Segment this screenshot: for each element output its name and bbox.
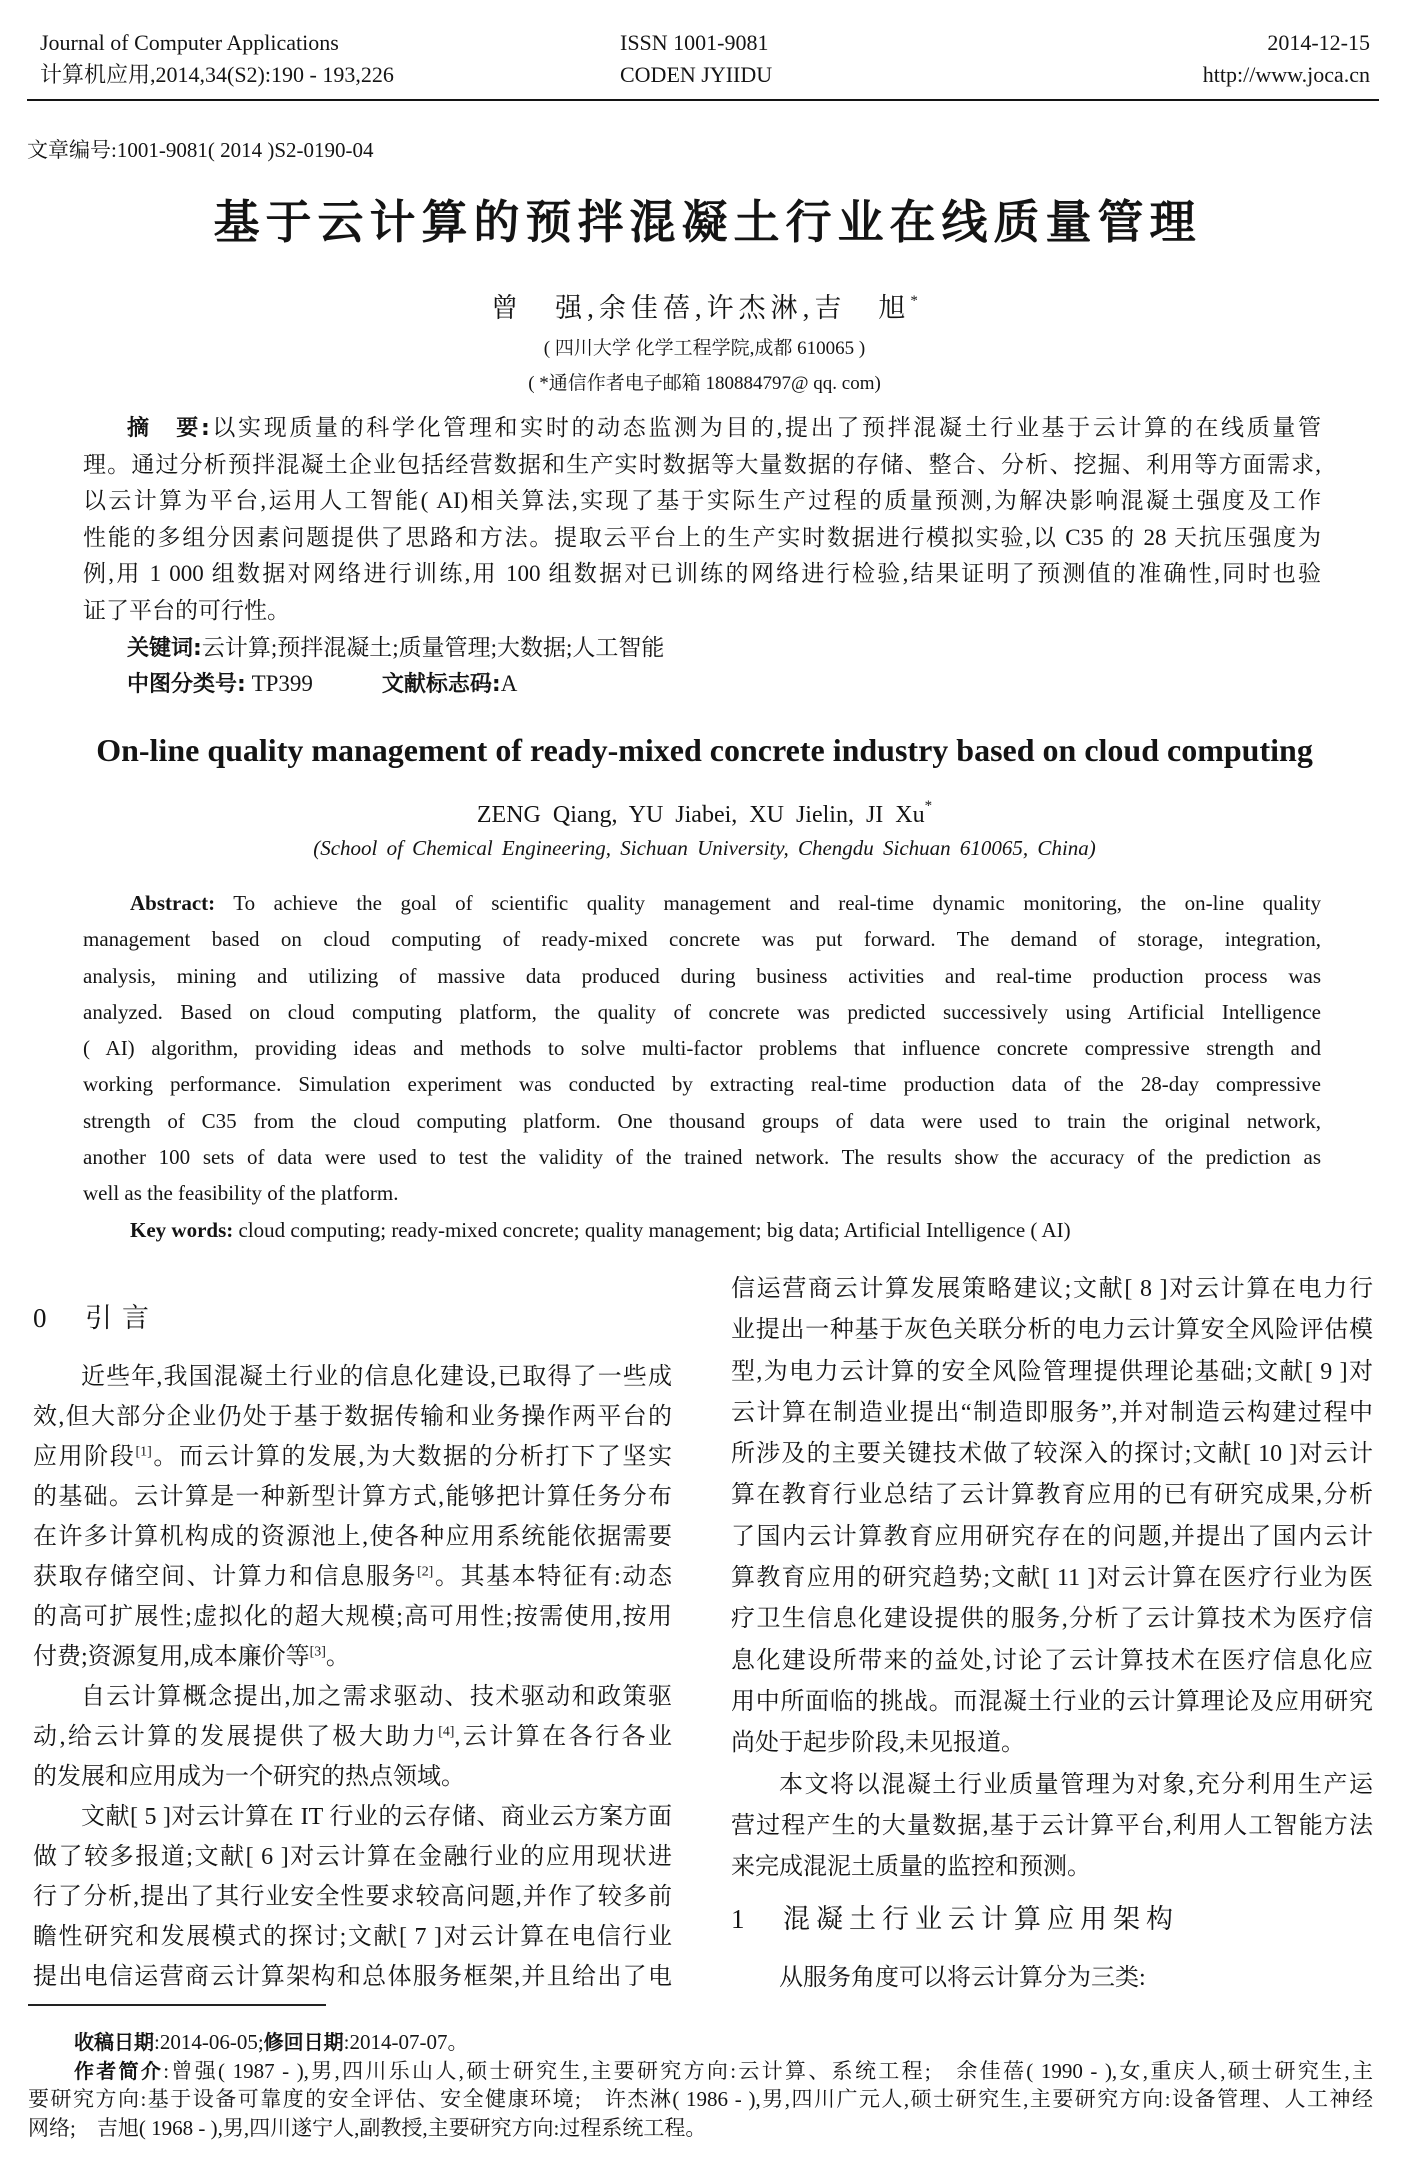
text-line xyxy=(731,1641,1373,1682)
text-line xyxy=(731,1765,1373,1806)
header-rule xyxy=(27,99,1379,101)
text-line xyxy=(33,1917,672,1957)
text-run: analyzed. Based on cloud computing platform, the quality of concrete was predicted successively using Artificial Intelligence xyxy=(83,999,1321,1024)
authors-cn xyxy=(0,290,1409,326)
footnote xyxy=(28,2028,1373,2142)
text-line xyxy=(731,1475,1373,1516)
text-run: 做了较多报道;文献[ 6 ]对云计算在金融行业的应用现状进 xyxy=(33,1844,672,1870)
text-run: 效,但大部分企业仍处于基于数据传输和业务操作两平台的 xyxy=(33,1404,672,1430)
corresponding-email-cn: ( *通信作者电子邮箱 180884797@ qq. com) xyxy=(528,373,881,394)
text-line xyxy=(731,1352,1373,1393)
paragraph xyxy=(33,1677,672,1797)
paragraph xyxy=(33,1797,672,1997)
keywords-cn xyxy=(83,630,1321,667)
text-line xyxy=(28,2114,1373,2143)
running-header-row-2 xyxy=(40,59,1370,91)
text-run: 瞻性研究和发展模式的探讨;文献[ 7 ]对云计算在电信行业 xyxy=(33,1924,672,1950)
text-line xyxy=(83,1212,1321,1248)
paragraph xyxy=(731,1269,1373,1765)
text-run: :2014-06-05; xyxy=(154,2030,264,2054)
text-run: working performance. Simulation experiment was conducted by extracting real-time production data of the 28-day compressive xyxy=(83,1072,1321,1097)
text-line xyxy=(33,1797,672,1837)
text-run: 近些年,我国混凝土行业的信息化建设,已取得了一些成 xyxy=(81,1364,672,1390)
paragraph xyxy=(731,1958,1373,1999)
text-line xyxy=(731,1393,1373,1434)
label: 摘 要: xyxy=(127,416,210,441)
text-line xyxy=(33,1517,672,1557)
text-line xyxy=(33,1477,672,1517)
paper-title-cn: 基于云计算的预拌混凝土行业在线质量管理 xyxy=(213,195,1202,249)
paragraph xyxy=(33,1357,672,1677)
citation-ref: [1] xyxy=(135,1444,152,1460)
label: 收稿日期 xyxy=(74,2030,154,2054)
text-run: strength of C35 from the cloud computing platform. One thousand groups of data were used to train the original network, xyxy=(83,1108,1321,1133)
text-run: 提出电信运营商云计算架构和总体服务框架,并且给出了电 xyxy=(33,1964,672,1990)
text-line xyxy=(83,410,1321,447)
text-run: 性能的多组分因素问题提供了思路和方法。提取云平台上的生产实时数据进行模拟实验,以 C35 的 28 天抗压强度为 xyxy=(83,524,1321,550)
text-run: 以实现质量的科学化管理和实时的动态监测为目的,提出了预拌混凝土行业基于云计算的在线质量管 xyxy=(209,415,1321,440)
corresponding-author-mark-en: * xyxy=(924,798,933,814)
text-run: :2014-07-07。 xyxy=(343,2030,469,2054)
text-line xyxy=(731,1310,1373,1351)
label: 中图分类号: xyxy=(127,672,246,698)
text-line xyxy=(33,1397,672,1437)
abstract-cn xyxy=(83,410,1321,703)
footnote-rule xyxy=(28,2004,326,2006)
text-run: 的高可扩展性;虚拟化的超大规模;高可用性;按需使用,按用 xyxy=(33,1604,672,1630)
text-line xyxy=(28,2057,1373,2086)
author-names-cn: 曾 强,余佳蓓,许杰淋,吉 旭 xyxy=(491,293,911,323)
text-line xyxy=(83,1066,1321,1102)
author-names-en: ZENG Qiang, YU Jiabei, XU Jielin, JI Xu xyxy=(476,802,925,828)
text-line xyxy=(731,1682,1373,1723)
text-run: 从服务角度可以将云计算分为三类: xyxy=(779,1965,1146,1992)
text-run: 疗卫生信息化建设提供的服务,分析了云计算技术为医疗信 xyxy=(731,1606,1373,1633)
text-line xyxy=(731,1517,1373,1558)
text-run: 本文将以混凝土行业质量管理为对象,充分利用生产运 xyxy=(779,1771,1373,1798)
text-run: 型,为电力云计算的安全风险管理提供理论基础;文献[ 9 ]对 xyxy=(731,1358,1373,1385)
text-run: 以云计算为平台,运用人工智能( AI)相关算法,实现了基于实际生产过程的质量预测,为解决影响混凝土强度及工作 xyxy=(83,488,1321,514)
text-line xyxy=(33,1597,672,1637)
journal-citation-cn: 计算机应用,2014,34(S2):190 - 193,226 xyxy=(40,62,394,87)
text-run: 息化建设所带来的益处,讨论了云计算技术在医疗信息化应 xyxy=(731,1647,1373,1674)
text-line xyxy=(83,593,1321,630)
text-run: 付费;资源复用,成本廉价等 xyxy=(33,1644,310,1670)
text-run: ( AI) algorithm, providing ideas and methods to solve multi-factor problems that influence concrete compressive strength and xyxy=(83,1036,1321,1061)
text-run: cloud computing; ready-mixed concrete; quality management; big data; Artificial Intelligence ( AI) xyxy=(233,1217,1071,1242)
text-line xyxy=(28,2028,1373,2057)
text-run: 文献[ 5 ]对云计算在 IT 行业的云存储、商业云方案方面 xyxy=(81,1804,672,1830)
text-run: 尚处于起步阶段,未见报道。 xyxy=(731,1730,1025,1757)
text-run: well as the feasibility of the platform. xyxy=(83,1181,399,1206)
text-run: 应用阶段 xyxy=(33,1444,136,1470)
text-run: ,云计算在各行各业 xyxy=(454,1724,672,1750)
label: 文献标志码: xyxy=(381,672,501,698)
text-run: 算教育应用的研究趋势;文献[ 11 ]对云计算在医疗行业为医 xyxy=(731,1565,1373,1592)
text-line xyxy=(83,885,1321,921)
coden: CODEN JYIIDU xyxy=(620,62,773,87)
label: 作者简介 xyxy=(74,2058,164,2083)
article-number: 文章编号:1001-9081( 2014 )S2-0190-04 xyxy=(27,138,374,162)
text-run: analysis, mining and utilizing of massive data produced during business activities and real-time production process was xyxy=(83,963,1321,988)
corresponding-author-mark: * xyxy=(910,293,918,309)
text-line xyxy=(731,1958,1373,1999)
author-bios xyxy=(28,2057,1373,2143)
text-line xyxy=(83,1103,1321,1139)
text-line xyxy=(83,994,1321,1030)
text-run: 自云计算概念提出,加之需求驱动、技术驱动和政策驱 xyxy=(81,1684,672,1710)
text-run: 动,给云计算的发展提供了极大助力 xyxy=(33,1724,439,1750)
text-run: 营过程产生的大量数据,基于云计算平台,利用人工智能方法 xyxy=(731,1812,1373,1839)
text-run: 的发展和应用成为一个研究的热点领域。 xyxy=(33,1764,465,1790)
text-line xyxy=(33,1557,672,1597)
text-line xyxy=(83,630,1321,667)
authors-en xyxy=(0,798,1409,832)
text-line xyxy=(83,447,1321,484)
text-run: 网络; 吉旭( 1968 - ),男,四川遂宁人,副教授,主要研究方向:过程系统工程。 xyxy=(28,2115,707,2140)
text-run: 要研究方向:基于设备可靠度的安全评估、安全健康环境; 许杰淋( 1986 - ),男,四川广元人,硕士研究生,主要研究方向:设备管理、人工神经 xyxy=(28,2087,1373,2111)
text-run: another 100 sets of data were used to test the validity of the trained network. The results show the accuracy of the prediction as xyxy=(83,1145,1321,1170)
citation-ref: [3] xyxy=(309,1644,326,1660)
text-line xyxy=(731,1558,1373,1599)
text-line xyxy=(83,1175,1321,1211)
text-line xyxy=(83,1139,1321,1175)
label: 关键词: xyxy=(127,635,202,661)
text-run: TP399 xyxy=(245,671,382,697)
text-run: 。其基本特征有:动态 xyxy=(433,1564,672,1590)
affiliation-en: (School of Chemical Engineering, Sichuan University, Chengdu Sichuan 610065, China) xyxy=(313,836,1096,860)
text-line xyxy=(83,666,1321,703)
text-run: 理。通过分析预拌混凝土企业包括经营数据和生产实时数据等大量数据的存储、整合、分析、挖掘、利用等方面需求, xyxy=(83,451,1321,477)
text-line xyxy=(83,520,1321,557)
text-run: 信运营商云计算发展策略建议;文献[ 8 ]对云计算在电力行 xyxy=(731,1276,1373,1302)
citation-ref: [4] xyxy=(438,1724,455,1740)
text-line xyxy=(731,1434,1373,1475)
body-column-left xyxy=(33,1298,672,1997)
text-line xyxy=(83,556,1321,593)
publication-date: 2014-12-15 xyxy=(1267,30,1370,55)
affiliation-cn: ( 四川大学 化学工程学院,成都 610065 ) xyxy=(543,338,866,359)
text-line xyxy=(33,1757,672,1797)
text-line xyxy=(83,1030,1321,1066)
text-run: 行了分析,提出了其行业安全性要求较高问题,并作了较多前 xyxy=(33,1884,672,1910)
keywords-en xyxy=(83,1212,1321,1248)
running-header-row-1 xyxy=(40,27,1370,59)
received-dates xyxy=(28,2028,1373,2057)
body-column-right xyxy=(731,1269,1373,2000)
text-line xyxy=(731,1269,1373,1310)
text-line xyxy=(33,1717,672,1757)
abstract-en-body xyxy=(83,885,1321,1212)
text-run: 云计算在制造业提出“制造即服务”,并对制造云构建过程中 xyxy=(731,1399,1373,1426)
text-run: To achieve the goal of scientific quality management and real-time dynamic monitoring, the on-line quality xyxy=(215,891,1321,915)
text-run: 。 xyxy=(325,1644,350,1670)
section-heading xyxy=(731,1899,1373,1939)
text-run: 证了平台的可行性。 xyxy=(83,597,290,623)
text-run: 了国内云计算教育应用研究存在的问题,并提出了国内云计 xyxy=(731,1523,1373,1550)
text-run: 业提出一种基于灰色关联分析的电力云计算安全风险评估模 xyxy=(731,1317,1373,1344)
section-title: 引言 xyxy=(85,1303,159,1333)
issn: ISSN 1001-9081 xyxy=(620,30,769,55)
section-heading xyxy=(33,1298,672,1338)
text-line xyxy=(28,2085,1373,2114)
text-line xyxy=(33,1957,672,1997)
classification-line xyxy=(83,666,1321,703)
text-run: :曾强( 1987 - ),男,四川乐山人,硕士研究生,主要研究方向:云计算、系统工程; 余佳蓓( 1990 - ),女,重庆人,硕士研究生,主 xyxy=(163,2058,1373,2083)
text-line xyxy=(33,1637,672,1677)
text-run: 来完成混泥土质量的监控和预测。 xyxy=(731,1854,1091,1881)
label: Abstract: xyxy=(130,891,216,915)
abstract-en xyxy=(83,885,1321,1248)
text-line xyxy=(731,1723,1373,1764)
text-line xyxy=(33,1877,672,1917)
text-run: 例,用 1 000 组数据对网络进行训练,用 100 组数据对已训练的网络进行检验,结果证明了预测值的准确性,同时也验 xyxy=(83,561,1321,587)
text-line xyxy=(33,1837,672,1877)
paragraph xyxy=(731,1765,1373,1889)
text-run: 的基础。云计算是一种新型计算方式,能够把计算任务分布 xyxy=(33,1484,672,1510)
text-line xyxy=(83,483,1321,520)
label: 修回日期 xyxy=(263,2030,344,2054)
section-title: 混凝土行业云计算应用架构 xyxy=(783,1904,1179,1935)
paper-title-en: On-line quality management of ready-mixed concrete industry based on cloud computing xyxy=(96,732,1313,768)
section-number: 1 xyxy=(731,1904,745,1935)
text-line xyxy=(83,958,1321,994)
citation-ref: [2] xyxy=(417,1564,434,1580)
text-run: 算在教育行业总结了云计算教育应用的已有研究成果,分析 xyxy=(731,1482,1373,1509)
text-line xyxy=(731,1847,1373,1888)
journal-url[interactable]: http://www.joca.cn xyxy=(1202,62,1370,87)
label: Key words: xyxy=(130,1217,234,1242)
text-run: 用中所面临的挑战。而混凝土行业的云计算理论及应用研究 xyxy=(731,1688,1373,1715)
text-line xyxy=(83,921,1321,957)
text-line xyxy=(731,1599,1373,1640)
text-run: 在许多计算机构成的资源池上,使各种应用系统能依据需要 xyxy=(33,1524,672,1550)
section-number: 0 xyxy=(33,1303,47,1333)
text-run: management based on cloud computing of ready-mixed concrete was put forward. The demand of storage, integration, xyxy=(83,927,1321,952)
text-line xyxy=(33,1437,672,1477)
journal-name-en: Journal of Computer Applications xyxy=(40,30,339,55)
text-run: 云计算;预拌混凝土;质量管理;大数据;人工智能 xyxy=(201,634,665,660)
text-run: A xyxy=(500,671,518,697)
abstract-cn-body xyxy=(83,410,1321,630)
text-run: 所涉及的主要关键技术做了较深入的探讨;文献[ 10 ]对云计 xyxy=(731,1441,1373,1468)
text-run: 。而云计算的发展,为大数据的分析打下了坚实 xyxy=(151,1444,672,1470)
text-line xyxy=(33,1677,672,1717)
text-line xyxy=(731,1806,1373,1847)
text-run: 获取存储空间、计算力和信息服务 xyxy=(33,1564,418,1590)
text-line xyxy=(33,1357,672,1397)
